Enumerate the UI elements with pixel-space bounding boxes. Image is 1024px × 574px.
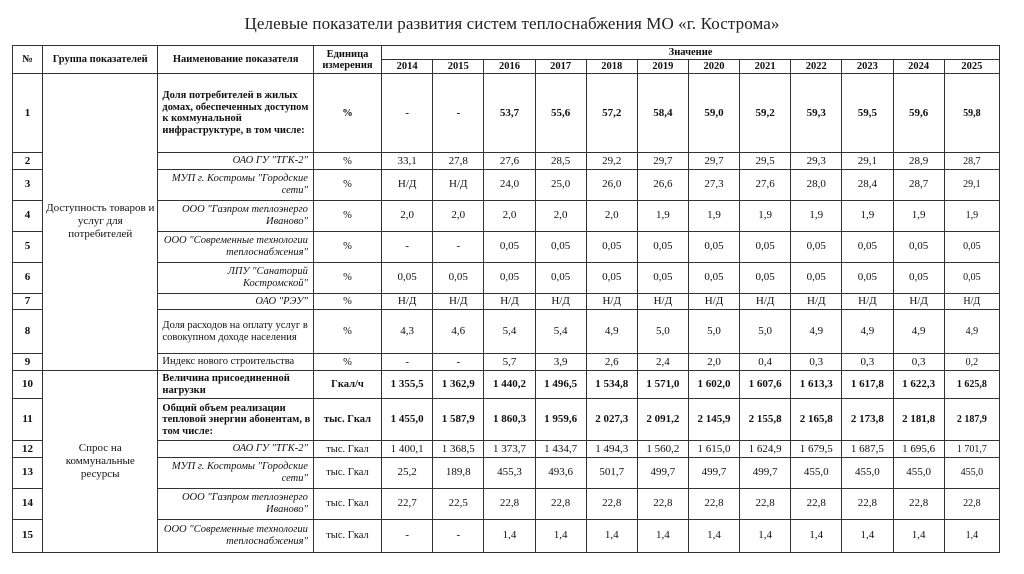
- value-cell: 29,1: [944, 170, 999, 201]
- group-cell: Доступность товаров и услуг для потребителей: [43, 74, 158, 371]
- value-cell: 0,05: [433, 262, 484, 293]
- value-cell: 2 091,2: [637, 399, 688, 441]
- value-cell: 455,3: [484, 457, 535, 488]
- value-cell: 1 496,5: [535, 370, 586, 399]
- value-cell: 59,8: [944, 74, 999, 153]
- value-cell: 2,0: [688, 354, 739, 371]
- value-cell: Н/Д: [688, 293, 739, 310]
- value-cell: 22,8: [484, 488, 535, 519]
- value-cell: 22,8: [688, 488, 739, 519]
- indicator-name: ОАО "РЭУ": [158, 293, 313, 310]
- value-cell: 27,6: [484, 153, 535, 170]
- value-cell: Н/Д: [893, 293, 944, 310]
- value-cell: 501,7: [586, 457, 637, 488]
- value-cell: 22,8: [893, 488, 944, 519]
- value-cell: 4,9: [893, 310, 944, 354]
- unit-cell: тыс. Гкал: [313, 488, 381, 519]
- indicator-name: ОАО ГУ "ТГК-2": [158, 441, 313, 458]
- value-cell: 0,3: [842, 354, 893, 371]
- indicator-name: ООО "Газпром теплоэнерго Иваново": [158, 488, 313, 519]
- value-cell: 4,9: [944, 310, 999, 354]
- value-cell: 1 687,5: [842, 441, 893, 458]
- value-cell: Н/Д: [535, 293, 586, 310]
- value-cell: 2,0: [586, 200, 637, 231]
- value-cell: 22,5: [433, 488, 484, 519]
- value-cell: 29,7: [688, 153, 739, 170]
- value-cell: 59,5: [842, 74, 893, 153]
- value-cell: 0,2: [944, 354, 999, 371]
- value-cell: 0,05: [893, 262, 944, 293]
- table-row: [13, 519, 1000, 552]
- value-cell: 0,3: [791, 354, 842, 371]
- value-cell: 455,0: [893, 457, 944, 488]
- header-value: Значение: [382, 46, 1000, 60]
- indicator-name: Доля потребителей в жилых домах, обеспеченных доступом к коммунальной инфраструктуре, в том числе:: [158, 74, 313, 153]
- value-cell: 28,0: [791, 170, 842, 201]
- value-cell: 59,6: [893, 74, 944, 153]
- value-cell: 0,05: [586, 262, 637, 293]
- value-cell: 1 362,9: [433, 370, 484, 399]
- value-cell: 4,9: [842, 310, 893, 354]
- value-cell: -: [433, 519, 484, 552]
- value-cell: 0,05: [893, 231, 944, 262]
- table-row: [13, 153, 1000, 170]
- value-cell: 2 173,8: [842, 399, 893, 441]
- value-cell: Н/Д: [740, 293, 791, 310]
- value-cell: 1,4: [944, 519, 999, 552]
- table-row: [13, 231, 1000, 262]
- unit-cell: тыс. Гкал: [313, 519, 381, 552]
- row-number: 2: [13, 153, 43, 170]
- value-cell: 0,05: [842, 262, 893, 293]
- header-year: 2023: [842, 60, 893, 74]
- value-cell: 0,05: [382, 262, 433, 293]
- indicator-name: Общий объем реализации тепловой энергии абонентам, в том числе:: [158, 399, 313, 441]
- value-cell: 499,7: [637, 457, 688, 488]
- value-cell: 28,7: [944, 153, 999, 170]
- value-cell: 1 494,3: [586, 441, 637, 458]
- value-cell: 455,0: [842, 457, 893, 488]
- value-cell: 455,0: [791, 457, 842, 488]
- value-cell: 1 534,8: [586, 370, 637, 399]
- value-cell: 499,7: [688, 457, 739, 488]
- value-cell: 1,4: [484, 519, 535, 552]
- value-cell: 1,4: [688, 519, 739, 552]
- value-cell: 0,05: [842, 231, 893, 262]
- value-cell: 1 368,5: [433, 441, 484, 458]
- value-cell: 1 615,0: [688, 441, 739, 458]
- value-cell: 0,05: [637, 231, 688, 262]
- value-cell: 25,0: [535, 170, 586, 201]
- table-row: [13, 370, 1000, 399]
- value-cell: 1 613,3: [791, 370, 842, 399]
- value-cell: 1 571,0: [637, 370, 688, 399]
- header-group: Группа показателей: [43, 46, 158, 74]
- table-row: [13, 200, 1000, 231]
- value-cell: -: [433, 231, 484, 262]
- value-cell: 0,05: [484, 231, 535, 262]
- row-number: 6: [13, 262, 43, 293]
- value-cell: 1 607,6: [740, 370, 791, 399]
- value-cell: 55,6: [535, 74, 586, 153]
- header-unit: Единица измерения: [313, 46, 381, 74]
- value-cell: 27,3: [688, 170, 739, 201]
- value-cell: 1 434,7: [535, 441, 586, 458]
- value-cell: 4,9: [586, 310, 637, 354]
- value-cell: 5,0: [637, 310, 688, 354]
- value-cell: 0,05: [484, 262, 535, 293]
- table-row: [13, 399, 1000, 441]
- value-cell: 455,0: [944, 457, 999, 488]
- value-cell: 1 701,7: [944, 441, 999, 458]
- table-row: [13, 457, 1000, 488]
- value-cell: 29,7: [637, 153, 688, 170]
- value-cell: 58,4: [637, 74, 688, 153]
- value-cell: 1,4: [893, 519, 944, 552]
- value-cell: 5,4: [535, 310, 586, 354]
- row-number: 11: [13, 399, 43, 441]
- value-cell: 27,6: [740, 170, 791, 201]
- value-cell: 28,7: [893, 170, 944, 201]
- value-cell: 1,9: [791, 200, 842, 231]
- value-cell: Н/Д: [382, 170, 433, 201]
- unit-cell: %: [313, 354, 381, 371]
- header-row-1: [13, 46, 1000, 60]
- value-cell: 1,9: [893, 200, 944, 231]
- row-number: 4: [13, 200, 43, 231]
- indicator-name: ООО "Современные технологии теплоснабжения": [158, 519, 313, 552]
- indicator-name: Величина присоединенной нагрузки: [158, 370, 313, 399]
- row-number: 8: [13, 310, 43, 354]
- value-cell: 59,0: [688, 74, 739, 153]
- value-cell: 1 695,6: [893, 441, 944, 458]
- value-cell: 22,7: [382, 488, 433, 519]
- value-cell: 22,8: [944, 488, 999, 519]
- value-cell: 0,05: [791, 262, 842, 293]
- header-year: 2020: [688, 60, 739, 74]
- group-cell: Спрос на коммунальные ресурсы: [43, 370, 158, 552]
- value-cell: 26,0: [586, 170, 637, 201]
- unit-cell: тыс. Гкал: [313, 457, 381, 488]
- unit-cell: %: [313, 231, 381, 262]
- value-cell: 1 560,2: [637, 441, 688, 458]
- value-cell: 1,4: [637, 519, 688, 552]
- page-title: Целевые показатели развития систем теплоснабжения МО «г. Кострома»: [244, 14, 780, 33]
- unit-cell: тыс. Гкал: [313, 399, 381, 441]
- value-cell: 1,9: [740, 200, 791, 231]
- value-cell: 29,5: [740, 153, 791, 170]
- value-cell: 1 624,9: [740, 441, 791, 458]
- value-cell: 28,4: [842, 170, 893, 201]
- table-row: [13, 441, 1000, 458]
- value-cell: 499,7: [740, 457, 791, 488]
- value-cell: 1 355,5: [382, 370, 433, 399]
- value-cell: 22,8: [586, 488, 637, 519]
- header-year: 2014: [382, 60, 433, 74]
- value-cell: 59,2: [740, 74, 791, 153]
- value-cell: 53,7: [484, 74, 535, 153]
- value-cell: 22,8: [535, 488, 586, 519]
- value-cell: 0,05: [944, 231, 999, 262]
- indicator-name: МУП г. Костромы "Городские сети": [158, 170, 313, 201]
- value-cell: 33,1: [382, 153, 433, 170]
- value-cell: -: [382, 519, 433, 552]
- table-row: [13, 74, 1000, 153]
- value-cell: 1 959,6: [535, 399, 586, 441]
- value-cell: Н/Д: [382, 293, 433, 310]
- value-cell: 28,5: [535, 153, 586, 170]
- row-number: 9: [13, 354, 43, 371]
- value-cell: 2,0: [535, 200, 586, 231]
- value-cell: 1,4: [791, 519, 842, 552]
- unit-cell: %: [313, 170, 381, 201]
- value-cell: 4,9: [791, 310, 842, 354]
- value-cell: 0,4: [740, 354, 791, 371]
- value-cell: 5,4: [484, 310, 535, 354]
- header-year: 2016: [484, 60, 535, 74]
- value-cell: 0,05: [535, 262, 586, 293]
- header-name: Наименование показателя: [158, 46, 313, 74]
- header-year: 2019: [637, 60, 688, 74]
- value-cell: 0,05: [791, 231, 842, 262]
- value-cell: 27,8: [433, 153, 484, 170]
- value-cell: 1 617,8: [842, 370, 893, 399]
- indicator-name: Индекс нового строительства: [158, 354, 313, 371]
- value-cell: 0,05: [637, 262, 688, 293]
- unit-cell: %: [313, 200, 381, 231]
- header-year: 2017: [535, 60, 586, 74]
- value-cell: 0,05: [740, 231, 791, 262]
- value-cell: 0,05: [535, 231, 586, 262]
- value-cell: 2 027,3: [586, 399, 637, 441]
- table-row: [13, 170, 1000, 201]
- unit-cell: %: [313, 262, 381, 293]
- value-cell: 1,9: [944, 200, 999, 231]
- indicator-name: МУП г. Костромы "Городские сети": [158, 457, 313, 488]
- unit-cell: %: [313, 310, 381, 354]
- value-cell: 22,8: [791, 488, 842, 519]
- header-year: 2022: [791, 60, 842, 74]
- value-cell: 29,2: [586, 153, 637, 170]
- value-cell: 1 587,9: [433, 399, 484, 441]
- value-cell: 1 679,5: [791, 441, 842, 458]
- value-cell: 1 373,7: [484, 441, 535, 458]
- value-cell: 57,2: [586, 74, 637, 153]
- value-cell: 1 622,3: [893, 370, 944, 399]
- row-number: 14: [13, 488, 43, 519]
- unit-cell: %: [313, 293, 381, 310]
- indicator-name: Доля расходов на оплату услуг в совокупном доходе населения: [158, 310, 313, 354]
- row-number: 5: [13, 231, 43, 262]
- value-cell: 1,9: [688, 200, 739, 231]
- value-cell: 2,0: [433, 200, 484, 231]
- row-number: 15: [13, 519, 43, 552]
- unit-cell: Гкал/ч: [313, 370, 381, 399]
- row-number: 13: [13, 457, 43, 488]
- value-cell: 1,4: [535, 519, 586, 552]
- value-cell: 26,6: [637, 170, 688, 201]
- value-cell: 29,3: [791, 153, 842, 170]
- value-cell: 5,0: [688, 310, 739, 354]
- value-cell: 0,05: [740, 262, 791, 293]
- value-cell: Н/Д: [433, 293, 484, 310]
- value-cell: 1 440,2: [484, 370, 535, 399]
- header-year: 2025: [944, 60, 999, 74]
- value-cell: -: [382, 74, 433, 153]
- value-cell: 2 187,9: [944, 399, 999, 441]
- value-cell: 493,6: [535, 457, 586, 488]
- value-cell: Н/Д: [944, 293, 999, 310]
- header-year: 2015: [433, 60, 484, 74]
- indicator-name: ООО "Газпром теплоэнерго Иваново": [158, 200, 313, 231]
- value-cell: 0,05: [944, 262, 999, 293]
- header-year: 2024: [893, 60, 944, 74]
- table-row: [13, 310, 1000, 354]
- value-cell: Н/Д: [637, 293, 688, 310]
- value-cell: 3,9: [535, 354, 586, 371]
- value-cell: Н/Д: [586, 293, 637, 310]
- value-cell: 24,0: [484, 170, 535, 201]
- row-number: 10: [13, 370, 43, 399]
- value-cell: 2 155,8: [740, 399, 791, 441]
- value-cell: 2,4: [637, 354, 688, 371]
- value-cell: 0,05: [688, 231, 739, 262]
- value-cell: 4,3: [382, 310, 433, 354]
- value-cell: 22,8: [637, 488, 688, 519]
- indicator-name: ООО "Современные технологии теплоснабжения": [158, 231, 313, 262]
- value-cell: 5,7: [484, 354, 535, 371]
- value-cell: 2 145,9: [688, 399, 739, 441]
- value-cell: -: [382, 354, 433, 371]
- header-year: 2021: [740, 60, 791, 74]
- value-cell: 2 165,8: [791, 399, 842, 441]
- header-year: 2018: [586, 60, 637, 74]
- value-cell: 1 400,1: [382, 441, 433, 458]
- value-cell: 28,9: [893, 153, 944, 170]
- value-cell: Н/Д: [484, 293, 535, 310]
- indicator-name: ОАО ГУ "ТГК-2": [158, 153, 313, 170]
- value-cell: 2 181,8: [893, 399, 944, 441]
- value-cell: -: [382, 231, 433, 262]
- value-cell: 22,8: [740, 488, 791, 519]
- row-number: 1: [13, 74, 43, 153]
- indicators-table: [12, 45, 1000, 553]
- value-cell: 1,9: [842, 200, 893, 231]
- value-cell: 1 860,3: [484, 399, 535, 441]
- table-row: [13, 354, 1000, 371]
- header-num: №: [13, 46, 43, 74]
- value-cell: 1,4: [586, 519, 637, 552]
- value-cell: 1,4: [740, 519, 791, 552]
- value-cell: Н/Д: [791, 293, 842, 310]
- value-cell: 2,6: [586, 354, 637, 371]
- value-cell: 4,6: [433, 310, 484, 354]
- row-number: 12: [13, 441, 43, 458]
- value-cell: 25,2: [382, 457, 433, 488]
- value-cell: 1 455,0: [382, 399, 433, 441]
- value-cell: 189,8: [433, 457, 484, 488]
- table-row: [13, 488, 1000, 519]
- unit-cell: %: [313, 74, 381, 153]
- indicator-name: ЛПУ "Санаторий Костромской": [158, 262, 313, 293]
- value-cell: 1 602,0: [688, 370, 739, 399]
- value-cell: 22,8: [842, 488, 893, 519]
- value-cell: 2,0: [382, 200, 433, 231]
- value-cell: 5,0: [740, 310, 791, 354]
- value-cell: 0,3: [893, 354, 944, 371]
- value-cell: 2,0: [484, 200, 535, 231]
- value-cell: 1,4: [842, 519, 893, 552]
- row-number: 3: [13, 170, 43, 201]
- table-row: [13, 293, 1000, 310]
- value-cell: 0,05: [688, 262, 739, 293]
- value-cell: Н/Д: [433, 170, 484, 201]
- value-cell: 1,9: [637, 200, 688, 231]
- value-cell: -: [433, 74, 484, 153]
- value-cell: Н/Д: [842, 293, 893, 310]
- table-row: [13, 262, 1000, 293]
- value-cell: 59,3: [791, 74, 842, 153]
- value-cell: 1 625,8: [944, 370, 999, 399]
- unit-cell: %: [313, 153, 381, 170]
- value-cell: -: [433, 354, 484, 371]
- row-number: 7: [13, 293, 43, 310]
- value-cell: 0,05: [586, 231, 637, 262]
- value-cell: 29,1: [842, 153, 893, 170]
- unit-cell: тыс. Гкал: [313, 441, 381, 458]
